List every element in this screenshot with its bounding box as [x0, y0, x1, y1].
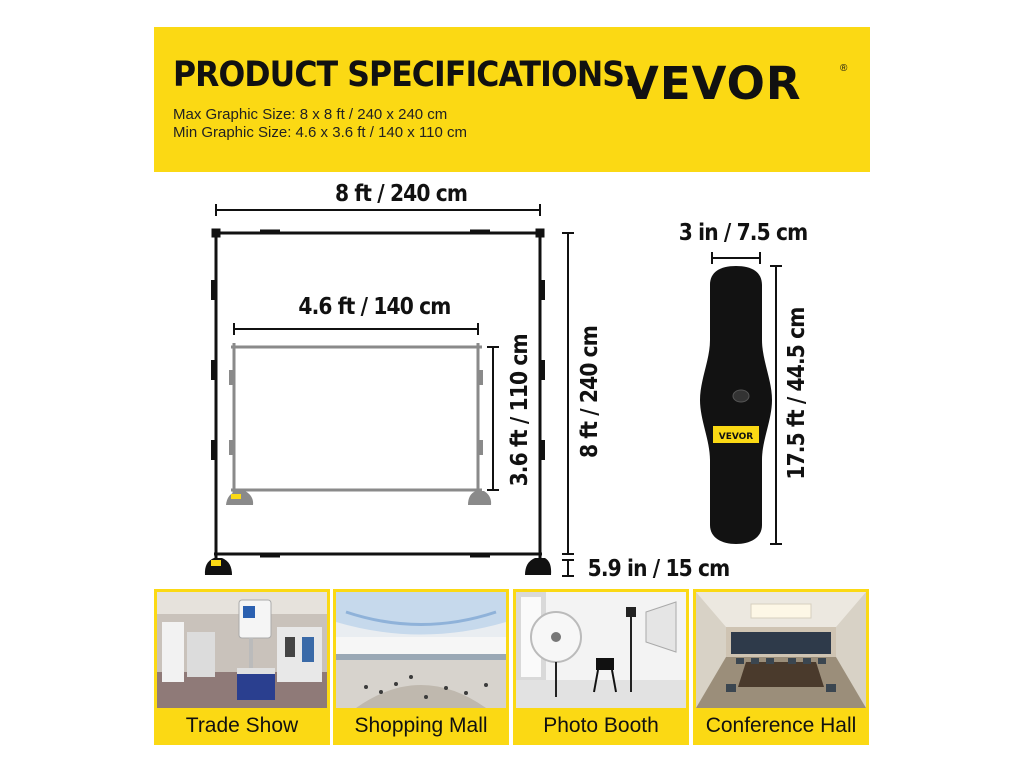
inner-height-label: 3.6 ft / 110 cm: [507, 334, 533, 487]
scene-trade-show: [154, 589, 330, 745]
scene-caption: Trade Show: [185, 714, 299, 737]
shopping-mall-photo: [336, 592, 506, 708]
foot-height-dimension-line: [562, 560, 574, 576]
inner-frame: [231, 343, 482, 500]
outer-frame: [212, 229, 544, 566]
trade-show-photo: [157, 592, 327, 708]
inner-width-label: 4.6 ft / 140 cm: [298, 294, 451, 320]
banner-title: PRODUCT SPECIFICATIONS:: [173, 55, 636, 95]
base-plate: [700, 266, 772, 544]
outer-foot-tag: [211, 560, 221, 566]
scene-caption: Conference Hall: [705, 714, 857, 737]
conference-hall-photo: [696, 592, 866, 708]
outer-height-dimension-line: [562, 233, 574, 554]
base-vevor-text: VEVOR: [718, 432, 754, 442]
registered-mark: ®: [840, 63, 848, 74]
photo-booth-photo: [516, 592, 686, 708]
min-graphic-size: Min Graphic Size: 4.6 x 3.6 ft / 140 x 110 cm: [173, 124, 468, 141]
inner-width-dimension-line: [234, 323, 478, 335]
base-width-label: 3 in / 7.5 cm: [678, 220, 808, 246]
outer-right-foot: [525, 558, 551, 575]
scene-photo-booth: [513, 589, 689, 745]
base-width-dimension-line: [712, 252, 760, 264]
max-graphic-size: Max Graphic Size: 8 x 8 ft / 240 x 240 cm: [173, 106, 448, 123]
brand-logo: VEVOR: [624, 57, 802, 110]
scene-caption: Photo Booth: [543, 714, 659, 737]
scene-caption: Shopping Mall: [354, 714, 488, 737]
scene-shopping-mall: [333, 589, 509, 745]
outer-width-label: 8 ft / 240 cm: [335, 181, 468, 207]
inner-right-foot: [468, 491, 491, 505]
base-knob: [733, 390, 749, 402]
outer-height-label: 8 ft / 240 cm: [577, 325, 603, 459]
scene-conference-hall: [693, 589, 869, 745]
inner-foot-tag: [231, 494, 241, 499]
foot-height-label: 5.9 in / 15 cm: [587, 556, 730, 582]
inner-height-dimension-line: [487, 347, 499, 490]
base-length-label: 17.5 ft / 44.5 cm: [784, 307, 810, 480]
